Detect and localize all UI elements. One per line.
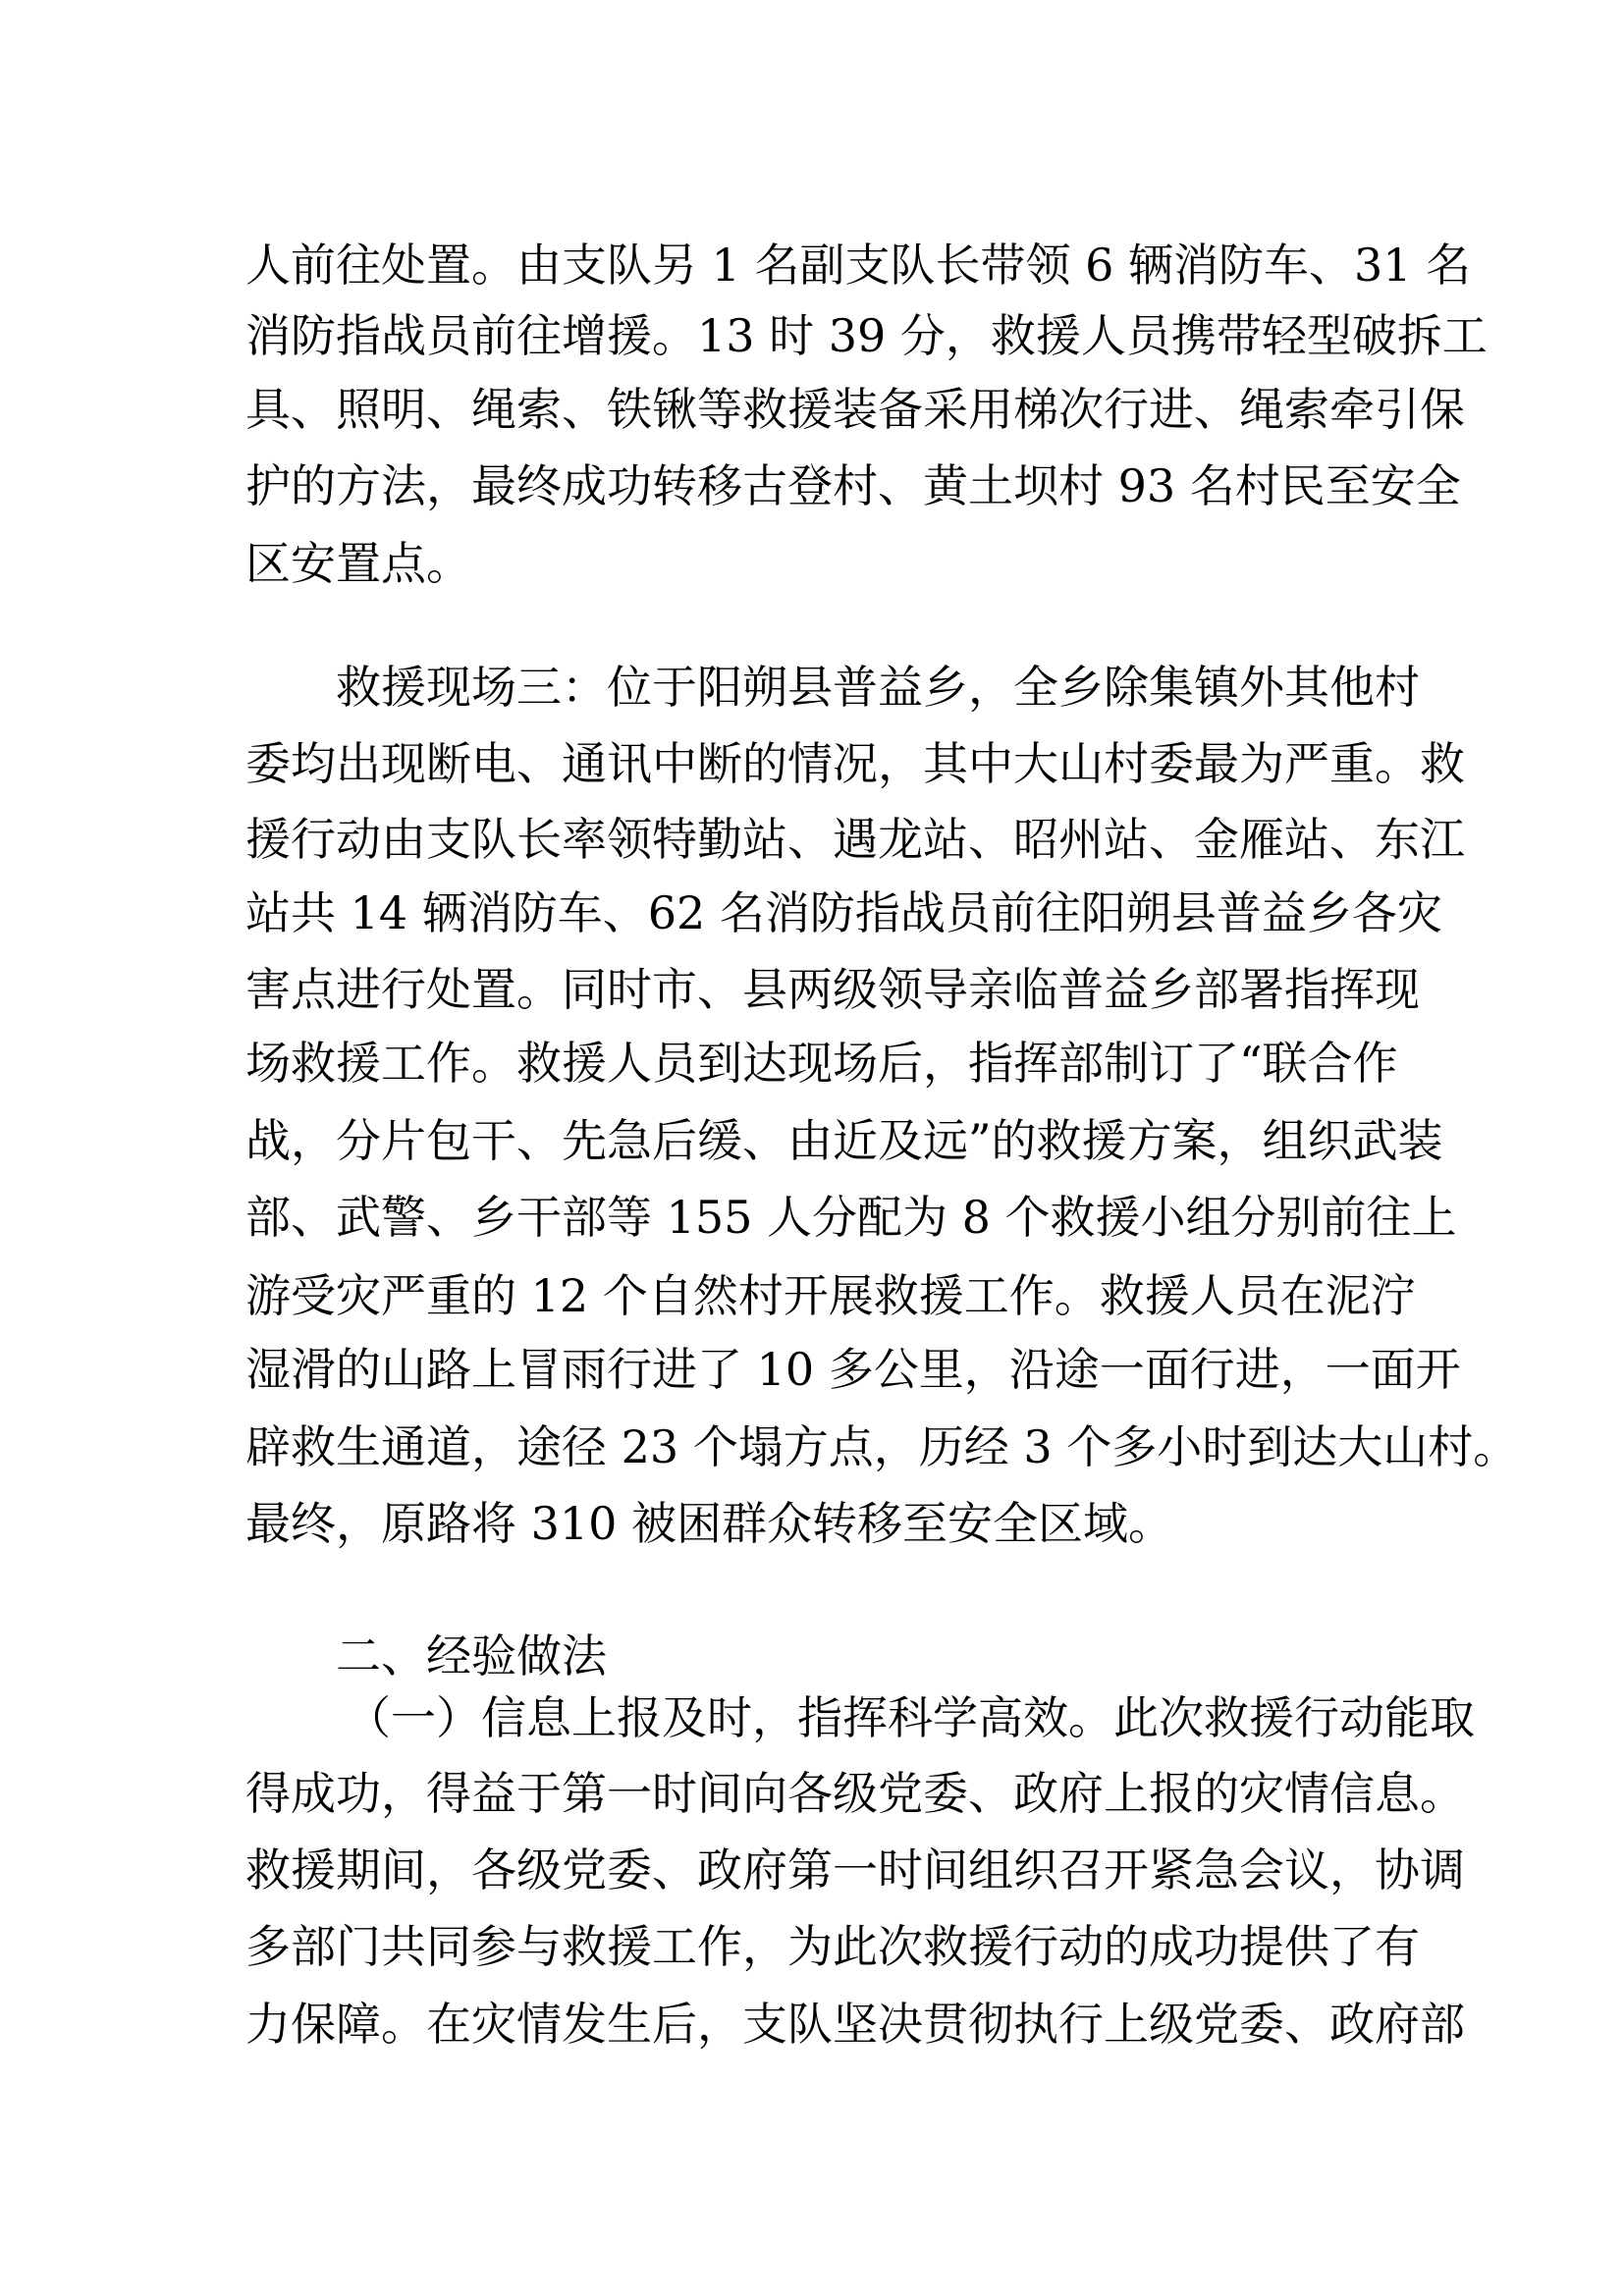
text-line: 湿滑的山路上冒雨行进了 10 多公里，沿途一面行进，一面开 xyxy=(245,1343,1461,1396)
text-line: 消防指战员前往增援。13 时 39 分，救援人员携带轻型破拆工 xyxy=(245,309,1488,362)
text-line: 救援现场三：位于阳朔县普益乡，全乡除集镇外其他村 xyxy=(336,661,1420,714)
text-line: 具、照明、绳索、铁锹等救援装备采用梯次行进、绳索牵引保 xyxy=(245,383,1465,436)
text-line: 游受灾严重的 12 个自然村开展救援工作。救援人员在泥泞 xyxy=(245,1269,1416,1322)
text-line: 害点进行处置。同时市、县两级领导亲临普益乡部署指挥现 xyxy=(245,963,1420,1016)
text-line: 区安置点。 xyxy=(245,537,471,590)
text-line: 部、武警、乡干部等 155 人分配为 8 个救援小组分别前往上 xyxy=(245,1191,1457,1244)
text-line: 战，分片包干、先急后缓、由近及远”的救援方案，组织武装 xyxy=(245,1114,1443,1167)
section-heading: 二、经验做法 xyxy=(336,1629,607,1682)
text-line: 场救援工作。救援人员到达现场后，指挥部制订了“联合作 xyxy=(245,1037,1398,1090)
text-line: 救援期间，各级党委、政府第一时间组织召开紧急会议，协调 xyxy=(245,1843,1465,1896)
text-line: 辟救生通道，途径 23 个塌方点，历经 3 个多小时到达大山村。 xyxy=(245,1420,1519,1473)
text-line: 站共 14 辆消防车、62 名消防指战员前往阳朔县普益乡各灾 xyxy=(245,886,1442,939)
text-line: 最终，原路将 310 被困群众转移至安全区域。 xyxy=(245,1497,1174,1550)
text-line: （一）信息上报及时，指挥科学高效。此次救援行动能取 xyxy=(346,1691,1475,1744)
text-line: 力保障。在灾情发生后，支队坚决贯彻执行上级党委、政府部 xyxy=(245,1998,1465,2051)
text-line: 多部门共同参与救援工作，为此次救援行动的成功提供了有 xyxy=(245,1920,1420,1973)
text-line: 援行动由支队长率领特勤站、遇龙站、昭州站、金雁站、东江 xyxy=(245,813,1465,866)
text-line: 护的方法，最终成功转移古登村、黄土坝村 93 名村民至安全 xyxy=(245,459,1461,512)
text-line: 人前往处置。由支队另 1 名副支队长带领 6 辆消防车、31 名 xyxy=(245,239,1472,292)
text-line: 得成功，得益于第一时间向各级党委、政府上报的灾情信息。 xyxy=(245,1767,1465,1820)
text-line: 委均出现断电、通讯中断的情况，其中大山村委最为严重。救 xyxy=(245,737,1465,790)
